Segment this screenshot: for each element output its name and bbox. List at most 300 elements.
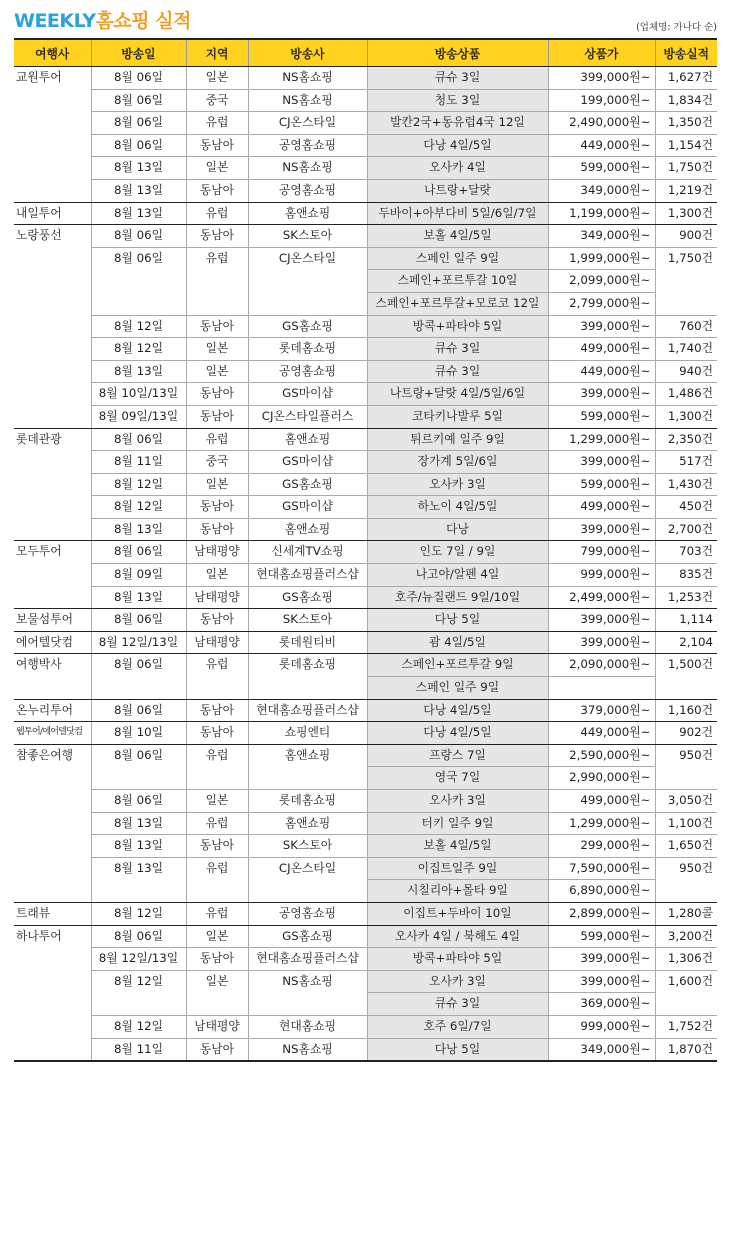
date-cell: 8월 06일 (91, 925, 186, 948)
date-cell: 8월 06일 (91, 134, 186, 157)
agency-cell: 참좋은여행 (16, 747, 73, 762)
region-cell: 유럽 (186, 202, 248, 225)
agency-cell: 온누리투어 (14, 699, 91, 722)
agency-cell (14, 1038, 91, 1061)
agency-cell (14, 880, 91, 903)
price-cell: 999,000원~ (548, 564, 655, 587)
price-cell: 399,000원~ (548, 631, 655, 654)
table-row (14, 405, 717, 428)
channel-cell: 롯데홈쇼핑 (248, 790, 367, 813)
result-cell: 1,253건 (655, 586, 717, 609)
result-cell: 1,486건 (655, 383, 717, 406)
agency-cell (14, 677, 91, 700)
price-cell: 7,590,000원~ (548, 857, 655, 880)
product-cell: 오사카 3일 (367, 790, 548, 813)
product-cell: 스페인+포르투갈 10일 (367, 270, 548, 293)
agency-cell (14, 518, 91, 541)
agency-cell (14, 270, 91, 293)
channel-cell: CJ온스타일플러스 (248, 405, 367, 428)
date-cell: 8월 12일 (91, 473, 186, 496)
col-header-product: 방송상품 (367, 39, 548, 67)
product-cell: 오사카 4일 (367, 157, 548, 180)
channel-cell: 홈앤쇼핑 (248, 202, 367, 225)
date-cell: 8월 06일 (91, 541, 186, 564)
result-cell (655, 292, 717, 315)
region-cell (186, 767, 248, 790)
date-cell: 8월 06일 (91, 112, 186, 135)
table-row (14, 496, 717, 519)
region-cell: 남태평양 (186, 1015, 248, 1038)
agency-cell: 에어텔닷컴 (14, 631, 91, 654)
agency-cell (14, 835, 91, 858)
result-cell: 2,350건 (655, 428, 717, 451)
date-cell: 8월 12일 (91, 338, 186, 361)
price-cell: 349,000원~ (548, 225, 655, 248)
channel-cell: 현대홈쇼핑 (248, 1015, 367, 1038)
region-cell: 중국 (186, 89, 248, 112)
title-weekly: WEEKLY (14, 10, 96, 32)
channel-cell: CJ온스타일 (248, 857, 367, 880)
result-cell: 1,300건 (655, 405, 717, 428)
table-row (14, 902, 717, 925)
product-cell: 다낭 4일/5일 (367, 722, 548, 745)
date-cell: 8월 13일 (91, 360, 186, 383)
product-cell: 다낭 4일/5일 (367, 134, 548, 157)
channel-cell (248, 292, 367, 315)
agency-cell (14, 360, 91, 383)
agency-cell: 트래뷰 (14, 902, 91, 925)
date-cell: 8월 12일/13일 (91, 948, 186, 971)
agency-cell (14, 767, 91, 790)
agency-cell: 하나투어 (16, 928, 62, 943)
table-row (14, 790, 717, 813)
product-cell: 보홀 4일/5일 (367, 225, 548, 248)
product-cell: 코타키나발루 5일 (367, 405, 548, 428)
agency-cell (14, 812, 91, 835)
agency-cell (14, 948, 91, 971)
date-cell: 8월 13일 (91, 857, 186, 880)
agency-cell (14, 315, 91, 338)
table-row (14, 744, 717, 767)
price-cell: 599,000원~ (548, 925, 655, 948)
channel-cell (248, 270, 367, 293)
agency-cell (14, 993, 91, 1016)
table-row (14, 270, 717, 293)
table-row (14, 722, 717, 745)
product-cell: 나트랑+달랏 (367, 179, 548, 202)
product-cell: 스페인 일주 9일 (367, 247, 548, 270)
agency-cell (14, 157, 91, 180)
date-cell (91, 993, 186, 1016)
table-row (14, 948, 717, 971)
agency-cell (14, 247, 91, 270)
channel-cell (248, 993, 367, 1016)
channel-cell: 롯데홈쇼핑 (248, 338, 367, 361)
price-cell: 6,890,000원~ (548, 880, 655, 903)
region-cell: 동남아 (186, 835, 248, 858)
title-main: 홈쇼핑 실적 (95, 10, 191, 32)
table-row (14, 835, 717, 858)
table-row (14, 993, 717, 1016)
region-cell: 일본 (186, 67, 248, 90)
result-cell: 1,100건 (655, 812, 717, 835)
table-row (14, 654, 717, 677)
result-cell: 703건 (655, 541, 717, 564)
table-row (14, 1015, 717, 1038)
price-cell: 2,990,000원~ (548, 767, 655, 790)
table-row (14, 112, 717, 135)
product-cell: 발칸2국+동유럽4국 12일 (367, 112, 548, 135)
channel-cell: GS마이샵 (248, 383, 367, 406)
date-cell: 8월 13일 (91, 179, 186, 202)
agency-cell: 모두투어 (16, 544, 62, 559)
region-cell: 동남아 (186, 1038, 248, 1061)
product-cell: 큐슈 3일 (367, 67, 548, 90)
region-cell: 일본 (186, 790, 248, 813)
region-cell: 일본 (186, 473, 248, 496)
result-cell: 1,600건 (655, 970, 717, 993)
channel-cell: 현대홈쇼핑플러스샵 (248, 699, 367, 722)
table-row (14, 292, 717, 315)
region-cell: 남태평양 (186, 541, 248, 564)
region-cell (186, 880, 248, 903)
product-cell: 두바이+아부다비 5일/6일/7일 (367, 202, 548, 225)
price-cell: 379,000원~ (548, 699, 655, 722)
result-cell: 1,834건 (655, 89, 717, 112)
date-cell: 8월 10일 (91, 722, 186, 745)
col-header-agency: 여행사 (14, 39, 91, 67)
table-row (14, 1038, 717, 1061)
date-cell: 8월 13일 (91, 157, 186, 180)
result-cell: 1,114 (655, 609, 717, 632)
channel-cell: 홈앤쇼핑 (248, 518, 367, 541)
price-cell: 2,799,000원~ (548, 292, 655, 315)
date-cell (91, 677, 186, 700)
channel-cell: CJ온스타일 (248, 247, 367, 270)
agency-cell (14, 383, 91, 406)
price-cell: 1,299,000원~ (548, 812, 655, 835)
region-cell: 유럽 (186, 428, 248, 451)
agency-cell (14, 89, 91, 112)
product-cell: 나고야/알펜 4일 (367, 564, 548, 587)
table-row (14, 812, 717, 835)
region-cell: 동남아 (186, 722, 248, 745)
agency-cell (14, 1015, 91, 1038)
date-cell: 8월 13일 (91, 812, 186, 835)
table-row (14, 428, 717, 451)
price-cell: 999,000원~ (548, 1015, 655, 1038)
product-cell: 다낭 5일 (367, 1038, 548, 1061)
agency-cell (14, 473, 91, 496)
product-cell: 오사카 4일 / 북해도 4일 (367, 925, 548, 948)
result-cell (655, 767, 717, 790)
channel-cell: NS홈쇼핑 (248, 1038, 367, 1061)
price-cell: 499,000원~ (548, 790, 655, 813)
region-cell: 유럽 (186, 247, 248, 270)
product-cell: 터키 일주 9일 (367, 812, 548, 835)
channel-cell: 공영홈쇼핑 (248, 360, 367, 383)
product-cell: 오사카 3일 (367, 473, 548, 496)
date-cell: 8월 06일 (91, 247, 186, 270)
channel-cell: 공영홈쇼핑 (248, 179, 367, 202)
result-cell: 1,627건 (655, 67, 717, 90)
channel-cell: 홈앤쇼핑 (248, 428, 367, 451)
region-cell: 동남아 (186, 699, 248, 722)
result-cell: 940건 (655, 360, 717, 383)
product-cell: 보홀 4일/5일 (367, 835, 548, 858)
price-cell: 599,000원~ (548, 157, 655, 180)
date-cell: 8월 12일/13일 (91, 631, 186, 654)
channel-cell: NS홈쇼핑 (248, 970, 367, 993)
date-cell: 8월 12일 (91, 315, 186, 338)
table-row (14, 315, 717, 338)
product-cell: 큐슈 3일 (367, 993, 548, 1016)
result-cell: 950건 (655, 857, 717, 880)
result-cell (655, 270, 717, 293)
price-cell: 2,499,000원~ (548, 586, 655, 609)
table-row (14, 89, 717, 112)
product-cell: 영국 7일 (367, 767, 548, 790)
result-cell: 450건 (655, 496, 717, 519)
price-cell: 399,000원~ (548, 970, 655, 993)
product-cell: 호주/뉴질랜드 9일/10일 (367, 586, 548, 609)
agency-cell (14, 112, 91, 135)
agency-cell: 롯데관광 (16, 431, 62, 446)
price-cell: 399,000원~ (548, 948, 655, 971)
price-cell: 399,000원~ (548, 518, 655, 541)
result-cell: 2,104 (655, 631, 717, 654)
table-row (14, 518, 717, 541)
table-row (14, 134, 717, 157)
product-cell: 스페인 일주 9일 (367, 677, 548, 700)
region-cell: 일본 (186, 338, 248, 361)
channel-cell: NS홈쇼핑 (248, 89, 367, 112)
result-cell: 1,650건 (655, 835, 717, 858)
region-cell: 남태평양 (186, 631, 248, 654)
date-cell: 8월 06일 (91, 609, 186, 632)
region-cell (186, 677, 248, 700)
region-cell: 일본 (186, 925, 248, 948)
price-cell: 399,000원~ (548, 609, 655, 632)
agency-cell (14, 338, 91, 361)
region-cell: 유럽 (186, 902, 248, 925)
date-cell: 8월 10일/13일 (91, 383, 186, 406)
date-cell: 8월 06일 (91, 790, 186, 813)
product-cell: 큐슈 3일 (367, 360, 548, 383)
table-row (14, 564, 717, 587)
price-cell: 399,000원~ (548, 383, 655, 406)
channel-cell (248, 880, 367, 903)
date-cell (91, 767, 186, 790)
table-row (14, 586, 717, 609)
product-cell: 다낭 4일/5일 (367, 699, 548, 722)
product-cell: 프랑스 7일 (367, 744, 548, 767)
date-cell: 8월 13일 (91, 835, 186, 858)
region-cell: 동남아 (186, 405, 248, 428)
agency-cell (14, 292, 91, 315)
result-cell (655, 993, 717, 1016)
result-cell: 835건 (655, 564, 717, 587)
price-cell: 499,000원~ (548, 496, 655, 519)
region-cell: 유럽 (186, 857, 248, 880)
region-cell: 동남아 (186, 496, 248, 519)
channel-cell: 현대홈쇼핑플러스샵 (248, 948, 367, 971)
channel-cell: 공영홈쇼핑 (248, 902, 367, 925)
product-cell: 오사카 3일 (367, 970, 548, 993)
result-cell: 760건 (655, 315, 717, 338)
col-header-region: 지역 (186, 39, 248, 67)
price-cell: 499,000원~ (548, 338, 655, 361)
product-cell: 인도 7일 / 9일 (367, 541, 548, 564)
product-cell: 장가계 5일/6일 (367, 451, 548, 474)
table-row (14, 767, 717, 790)
result-cell: 950건 (655, 744, 717, 767)
date-cell: 8월 09일/13일 (91, 405, 186, 428)
price-cell: 199,000원~ (548, 89, 655, 112)
region-cell (186, 993, 248, 1016)
price-cell: 1,999,000원~ (548, 247, 655, 270)
agency-cell (14, 405, 91, 428)
price-cell: 2,090,000원~ (548, 654, 655, 677)
agency-cell (14, 496, 91, 519)
price-cell: 599,000원~ (548, 473, 655, 496)
result-cell: 1,752건 (655, 1015, 717, 1038)
result-cell: 3,050건 (655, 790, 717, 813)
channel-cell: 홈앤쇼핑 (248, 812, 367, 835)
table-row (14, 541, 717, 564)
table-row (14, 880, 717, 903)
agency-cell (14, 179, 91, 202)
product-cell: 방콕+파타야 5일 (367, 948, 548, 971)
result-cell: 3,200건 (655, 925, 717, 948)
price-cell: 1,299,000원~ (548, 428, 655, 451)
result-cell: 1,219건 (655, 179, 717, 202)
product-cell: 스페인+포르투갈+모로코 12일 (367, 292, 548, 315)
product-cell: 스페인+포르투갈 9일 (367, 654, 548, 677)
table-row (14, 925, 717, 948)
price-cell: 799,000원~ (548, 541, 655, 564)
result-cell: 1,280콜 (655, 902, 717, 925)
region-cell: 유럽 (186, 112, 248, 135)
region-cell: 동남아 (186, 315, 248, 338)
channel-cell: 공영홈쇼핑 (248, 134, 367, 157)
channel-cell: GS홈쇼핑 (248, 315, 367, 338)
channel-cell: GS홈쇼핑 (248, 925, 367, 948)
channel-cell: 신세계TV쇼핑 (248, 541, 367, 564)
result-cell: 1,306건 (655, 948, 717, 971)
agency-cell (14, 790, 91, 813)
date-cell: 8월 06일 (91, 67, 186, 90)
col-header-channel: 방송사 (248, 39, 367, 67)
date-cell: 8월 12일 (91, 902, 186, 925)
region-cell: 동남아 (186, 383, 248, 406)
region-cell: 동남아 (186, 134, 248, 157)
price-cell: 449,000원~ (548, 134, 655, 157)
channel-cell: 쇼핑엔티 (248, 722, 367, 745)
product-cell: 다낭 5일 (367, 609, 548, 632)
date-cell: 8월 12일 (91, 1015, 186, 1038)
channel-cell: GS마이샵 (248, 451, 367, 474)
table-row (14, 451, 717, 474)
date-cell: 8월 06일 (91, 744, 186, 767)
region-cell: 유럽 (186, 654, 248, 677)
region-cell: 유럽 (186, 744, 248, 767)
price-cell: 1,199,000원~ (548, 202, 655, 225)
agency-cell: 내일투어 (14, 202, 91, 225)
channel-cell: 롯데홈쇼핑 (248, 654, 367, 677)
result-cell: 1,750건 (655, 247, 717, 270)
channel-cell: 홈앤쇼핑 (248, 744, 367, 767)
date-cell: 8월 06일 (91, 225, 186, 248)
agency-cell (14, 586, 91, 609)
table-row (14, 383, 717, 406)
home-shopping-table (14, 38, 717, 1062)
product-cell: 이집트일주 9일 (367, 857, 548, 880)
region-cell: 일본 (186, 970, 248, 993)
channel-cell: 롯데원티비 (248, 631, 367, 654)
result-cell (655, 880, 717, 903)
region-cell: 일본 (186, 564, 248, 587)
agency-cell (14, 564, 91, 587)
date-cell: 8월 13일 (91, 586, 186, 609)
product-cell: 튀르키예 일주 9일 (367, 428, 548, 451)
price-cell: 449,000원~ (548, 360, 655, 383)
result-cell: 900건 (655, 225, 717, 248)
channel-cell: SK스토아 (248, 225, 367, 248)
price-cell: 2,099,000원~ (548, 270, 655, 293)
table-row (14, 157, 717, 180)
product-cell: 시칠리아+몰타 9일 (367, 880, 548, 903)
region-cell: 중국 (186, 451, 248, 474)
table-row (14, 338, 717, 361)
agency-cell: 여행박사 (16, 657, 62, 672)
region-cell: 동남아 (186, 225, 248, 248)
agency-cell: 노랑풍선 (16, 228, 62, 243)
product-cell: 큐슈 3일 (367, 338, 548, 361)
table-row (14, 473, 717, 496)
channel-cell: SK스토아 (248, 609, 367, 632)
date-cell (91, 270, 186, 293)
agency-cell: 교원투어 (16, 70, 62, 84)
date-cell (91, 292, 186, 315)
date-cell: 8월 12일 (91, 970, 186, 993)
date-cell: 8월 11일 (91, 451, 186, 474)
product-cell: 괌 4일/5일 (367, 631, 548, 654)
region-cell (186, 270, 248, 293)
channel-cell (248, 767, 367, 790)
price-cell: 369,000원~ (548, 993, 655, 1016)
agency-cell (14, 857, 91, 880)
region-cell: 동남아 (186, 948, 248, 971)
price-cell: 2,899,000원~ (548, 902, 655, 925)
date-cell: 8월 06일 (91, 89, 186, 112)
price-cell: 299,000원~ (548, 835, 655, 858)
price-cell: 599,000원~ (548, 405, 655, 428)
region-cell: 유럽 (186, 812, 248, 835)
price-cell: 449,000원~ (548, 722, 655, 745)
agency-cell (14, 451, 91, 474)
region-cell (186, 292, 248, 315)
agency-cell (14, 134, 91, 157)
table-row (14, 202, 717, 225)
region-cell: 일본 (186, 360, 248, 383)
date-cell: 8월 06일 (91, 654, 186, 677)
table-row (14, 677, 717, 700)
channel-cell: GS홈쇼핑 (248, 586, 367, 609)
table-row (14, 857, 717, 880)
result-cell: 1,740건 (655, 338, 717, 361)
date-cell: 8월 06일 (91, 699, 186, 722)
